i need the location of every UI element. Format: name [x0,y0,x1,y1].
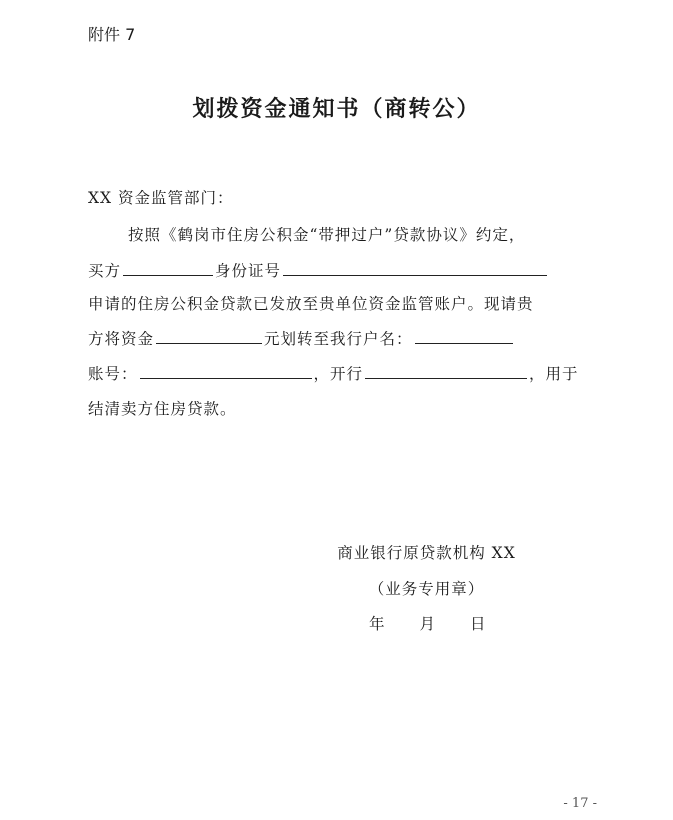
document-title: 划拨资金通知书（商转公） [192,96,481,122]
id-number-label: 身份证号 [215,262,282,280]
date-line [369,612,487,634]
date-month: 月 [419,615,437,633]
transfer-label: 元划转至我行户名： [264,330,413,348]
buyer-label: 买方 [88,262,122,280]
account-name-blank[interactable] [415,342,513,344]
paragraph-line-4 [88,327,515,349]
paragraph-line-3: 申请的住房公积金贷款已发放至贵单位资金监管账户。现请贵 [88,295,534,313]
paragraph-line-5 [88,362,579,384]
paragraph-line-6: 结清卖方住房贷款。 [88,400,237,418]
signature-seal: （业务专用章） [368,580,485,598]
bank-label: ，开行 [313,365,364,383]
page-number: - 17 - [563,796,597,811]
attachment-label: 附件 7 [88,25,136,44]
paragraph-line-2 [88,259,549,281]
date-year: 年 [369,615,386,633]
bank-blank[interactable] [365,377,527,379]
funds-label: 方将资金 [88,330,155,348]
account-number-blank[interactable] [140,377,312,379]
amount-blank[interactable] [156,342,262,344]
account-number-label: 账号： [88,365,138,383]
buyer-blank[interactable] [123,274,213,276]
purpose-label: ，用于 [529,365,579,383]
signature-org: 商业银行原贷款机构 XX [337,544,516,562]
salutation: XX 资金监管部门： [88,189,234,207]
id-number-blank[interactable] [283,274,547,276]
date-day: 日 [470,615,487,633]
paragraph-line-1: 按照《鹤岗市住房公积金“带押过户”贷款协议》约定， [128,226,526,244]
